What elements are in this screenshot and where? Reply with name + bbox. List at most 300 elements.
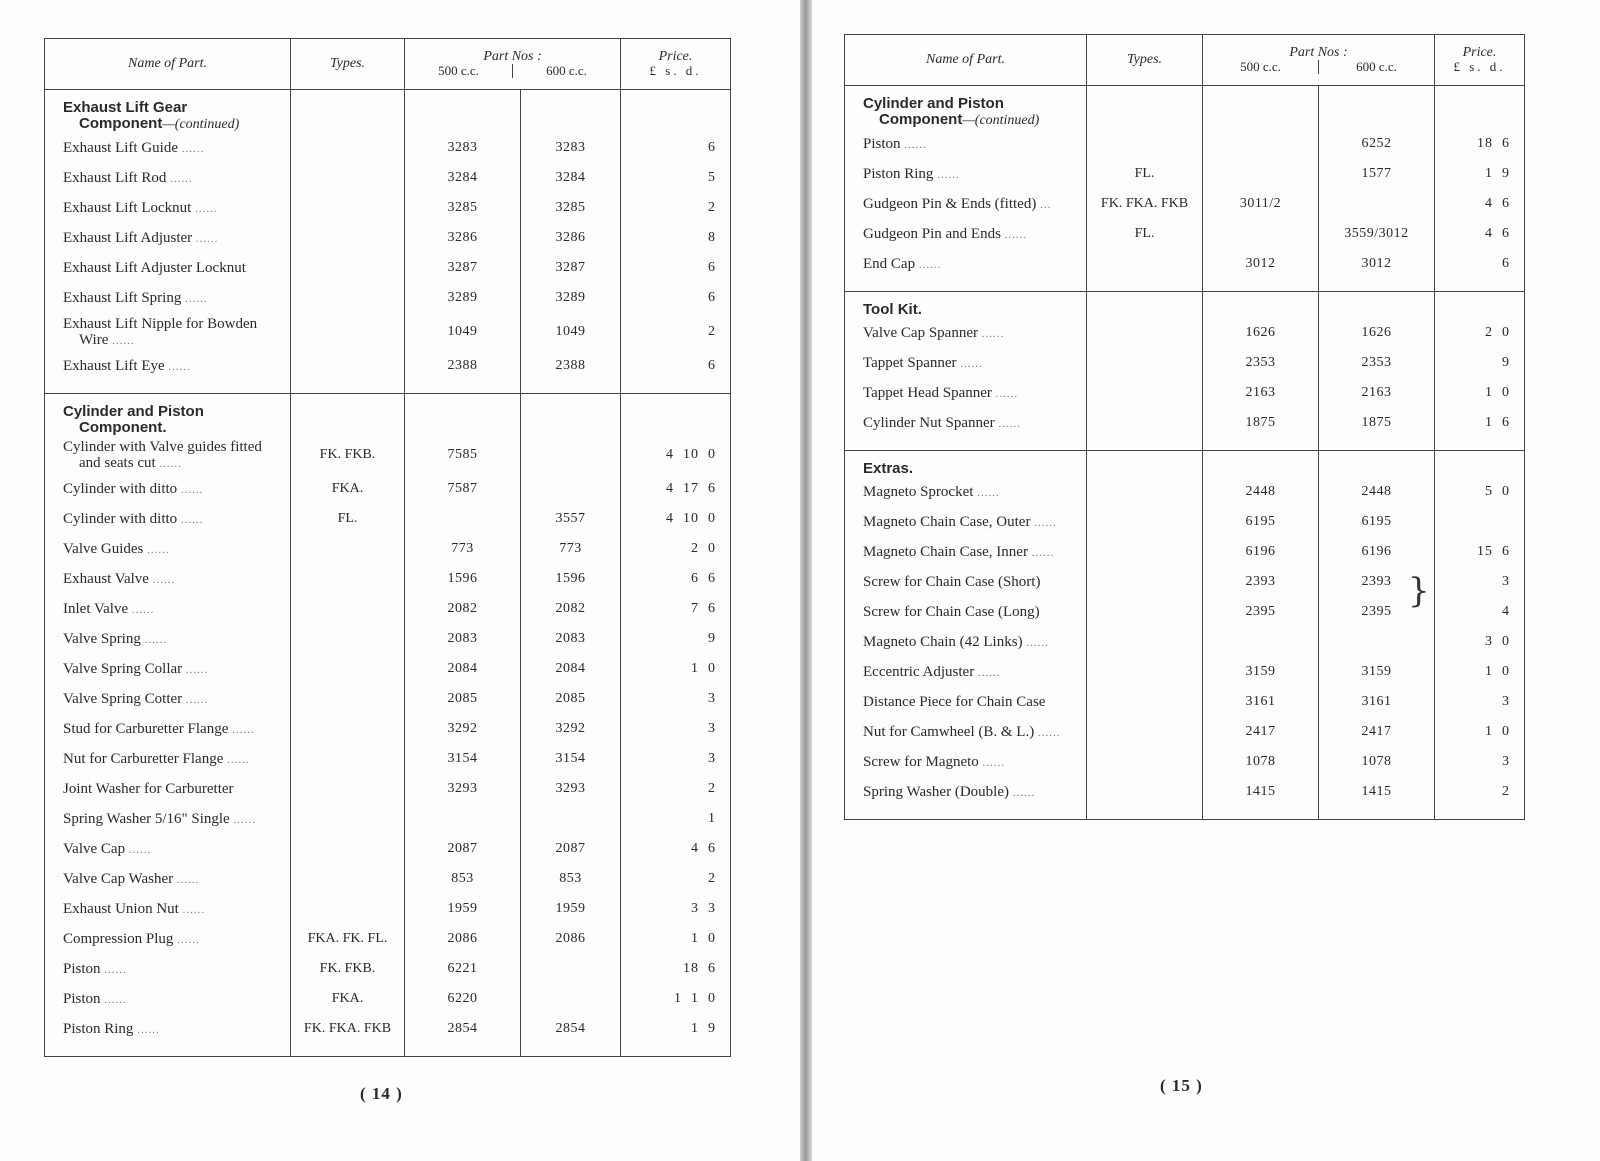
type-cell	[291, 804, 405, 834]
section-end-pad	[845, 438, 1525, 451]
leader-dots: ......	[170, 172, 193, 185]
part-no-600-cell: 2353	[1319, 348, 1435, 378]
part-no-500-cell: 1078	[1203, 747, 1319, 777]
table-row	[45, 504, 731, 534]
leader-dots: ......	[180, 483, 204, 496]
type-cell	[291, 714, 405, 744]
part-no-600-cell: 3293	[521, 774, 621, 804]
leader-dots: ......	[233, 813, 256, 826]
type-cell	[1087, 657, 1203, 687]
price-cell: 3	[621, 744, 731, 774]
page-number: ( 15 )	[1160, 1076, 1203, 1095]
part-no-600-cell: 3285	[521, 193, 621, 223]
price-cell: 4 6	[621, 834, 731, 864]
lsd-label: £ s. d.	[649, 63, 702, 78]
part-no-500-cell: 2087	[405, 834, 521, 864]
price-cell: 1 0	[1435, 657, 1525, 687]
price-cell: 18 6	[621, 954, 731, 984]
type-cell	[1087, 627, 1203, 657]
part-no-500-cell: 1875	[1203, 408, 1319, 438]
part-name-cell	[45, 954, 291, 984]
part-name: Valve Spring	[63, 630, 141, 647]
part-no-500-cell: 6196	[1203, 537, 1319, 567]
part-no-600-cell: 2388	[521, 351, 621, 381]
part-no-500-cell: 6221	[405, 954, 521, 984]
leader-dots: ......	[185, 292, 208, 305]
part-name: Magneto Chain (42 Links)	[863, 633, 1023, 650]
part-name: Inlet Valve	[63, 600, 129, 617]
part-name: Magneto Sprocket	[863, 483, 974, 500]
part-no-600-cell: 3287	[521, 253, 621, 283]
leader-dots: ......	[137, 1023, 160, 1036]
type-cell	[291, 684, 405, 714]
section-end-pad	[845, 807, 1525, 820]
price-cell: 6	[621, 133, 731, 163]
part-name: Distance Piece for Chain Case	[863, 694, 1046, 710]
part-name: Nut for Carburetter Flange	[63, 750, 224, 767]
price-cell: 5 0	[1435, 477, 1525, 507]
price-cell: 6	[621, 351, 731, 381]
part-no-600-cell	[1319, 627, 1435, 657]
price-cell: 1 0	[1435, 378, 1525, 408]
price-cell: 6 6	[621, 564, 731, 594]
type-cell	[291, 313, 405, 351]
section-body	[845, 292, 1525, 451]
part-no-600-cell: 3284	[521, 163, 621, 193]
price-cell: 1	[621, 804, 731, 834]
part-no-500-cell: 2353	[1203, 348, 1319, 378]
part-no-500-cell	[1203, 129, 1319, 159]
part-name-cell	[45, 133, 291, 163]
section-end-pad	[45, 1044, 731, 1057]
part-name-cell	[45, 223, 291, 253]
part-name-cell	[845, 597, 1087, 627]
price-cell: 9	[1435, 348, 1525, 378]
leader-dots: ......	[182, 903, 206, 916]
part-no-500-cell: 2084	[405, 654, 521, 684]
price-cell: 7 6	[621, 594, 731, 624]
part-name-cell	[845, 318, 1087, 348]
part-no-500-cell: 1596	[405, 564, 521, 594]
part-name: Compression Plug	[63, 930, 174, 947]
table-row	[845, 249, 1525, 279]
part-no-500-cell: 3011/2	[1203, 189, 1319, 219]
table-row	[845, 159, 1525, 189]
part-no-600-cell	[521, 984, 621, 1014]
leader-dots: ......	[904, 138, 927, 151]
leader-dots: ......	[176, 873, 200, 886]
section-heading-row	[845, 292, 1525, 319]
part-no-500-cell: 3284	[405, 163, 521, 193]
leader-dots: ......	[195, 232, 219, 245]
table-row	[845, 627, 1525, 657]
part-no-600-cell: 1875	[1319, 408, 1435, 438]
type-cell	[1087, 747, 1203, 777]
col-header-name: Name of Part.	[45, 39, 291, 90]
col-header-price	[1435, 35, 1525, 86]
type-cell	[291, 624, 405, 654]
table-row	[45, 133, 731, 163]
table-row	[45, 564, 731, 594]
col-header-name: Name of Part.	[845, 35, 1087, 86]
col-header-part-nos	[405, 39, 621, 90]
leader-dots: ......	[104, 993, 127, 1006]
section-heading-row	[845, 86, 1525, 130]
part-name-cell	[45, 864, 291, 894]
part-name-cell	[45, 474, 291, 504]
type-cell	[1087, 249, 1203, 279]
type-cell: FKA.	[291, 984, 405, 1014]
type-cell	[291, 283, 405, 313]
part-name-cell	[45, 534, 291, 564]
part-name: Valve Cap	[63, 840, 126, 857]
part-name: Gudgeon Pin & Ends (fitted)	[863, 195, 1037, 212]
part-no-600-cell	[521, 436, 621, 474]
price-cell: 4 10 0	[621, 504, 731, 534]
leader-dots: ......	[1037, 726, 1061, 739]
price-cell: 3	[1435, 747, 1525, 777]
price-cell: 2	[621, 313, 731, 351]
type-cell	[291, 163, 405, 193]
price-cell: 1 0	[621, 924, 731, 954]
table-row	[845, 717, 1525, 747]
part-name-cell	[845, 189, 1087, 219]
price-cell: 3	[1435, 687, 1525, 717]
part-name: Exhaust Lift Eye	[63, 357, 165, 374]
part-name: Cylinder with ditto	[63, 510, 178, 527]
part-name: Piston Ring	[63, 1020, 134, 1037]
part-no-600-cell: 853	[521, 864, 621, 894]
leader-dots: ......	[1034, 516, 1057, 529]
part-name: Piston	[863, 135, 901, 152]
table-row	[845, 378, 1525, 408]
table-row	[45, 351, 731, 381]
part-no-500-cell: 2417	[1203, 717, 1319, 747]
type-cell	[1087, 507, 1203, 537]
part-name-cell	[45, 804, 291, 834]
part-name: Joint Washer for Carburetter	[63, 781, 234, 797]
part-no-500-cell: 1626	[1203, 318, 1319, 348]
part-no-600-cell: 2084	[521, 654, 621, 684]
section-end-pad	[45, 381, 731, 394]
part-no-500-cell: 3283	[405, 133, 521, 163]
part-no-600-cell: 773	[521, 534, 621, 564]
part-no-500-cell: 3289	[405, 283, 521, 313]
table-row	[45, 654, 731, 684]
section-body	[845, 451, 1525, 820]
part-no-600-cell: 1596	[521, 564, 621, 594]
part-name: Nut for Camwheel (B. & L.)	[863, 723, 1035, 740]
part-no-600-cell: 2448	[1319, 477, 1435, 507]
part-no-500-cell: 3293	[405, 774, 521, 804]
part-name-cell	[45, 894, 291, 924]
leader-dots: ......	[185, 693, 209, 706]
type-cell	[1087, 717, 1203, 747]
part-name: Spring Washer (Double)	[863, 783, 1009, 800]
table-row	[45, 834, 731, 864]
table-row	[845, 687, 1525, 717]
part-no-600-cell: 3289	[521, 283, 621, 313]
leader-dots: ......	[918, 258, 942, 271]
part-name: Magneto Chain Case, Outer	[863, 513, 1031, 530]
part-name-cell	[45, 984, 291, 1014]
part-name-cell	[45, 351, 291, 381]
part-no-600-cell: 6252	[1319, 129, 1435, 159]
part-no-600-cell: 3292	[521, 714, 621, 744]
leader-dots: ......	[995, 387, 1019, 400]
brace-icon: }	[1408, 571, 1430, 611]
part-no-600-cell: 3557	[521, 504, 621, 534]
part-no-600-cell: 2085	[521, 684, 621, 714]
type-cell	[1087, 408, 1203, 438]
part-name-cell	[845, 408, 1087, 438]
section-title-line2	[63, 420, 290, 436]
col-header-types: Types.	[291, 39, 405, 90]
part-name-cell	[45, 684, 291, 714]
part-no-600-cell: 3012	[1319, 249, 1435, 279]
part-name: Exhaust Lift Guide	[63, 139, 178, 156]
price-cell: 1 1 0	[621, 984, 731, 1014]
part-no-600-cell	[1319, 189, 1435, 219]
section-title-line2	[63, 116, 290, 133]
col-header-part-nos	[1203, 35, 1435, 86]
type-cell: FKA.	[291, 474, 405, 504]
type-cell	[1087, 687, 1203, 717]
lsd-label: £ s. d.	[1453, 59, 1506, 74]
part-name-cell	[845, 747, 1087, 777]
part-name-cell	[845, 537, 1087, 567]
part-no-600-cell: 3159	[1319, 657, 1435, 687]
cc600-label: 600 c.c.	[1356, 59, 1397, 74]
part-no-600-cell: 2087	[521, 834, 621, 864]
leader-dots: ......	[185, 663, 209, 676]
leader-dots: ......	[981, 327, 1005, 340]
type-cell	[291, 534, 405, 564]
price-cell: 8	[621, 223, 731, 253]
price-cell: 4	[1435, 597, 1525, 627]
part-no-600-cell: 2854	[521, 1014, 621, 1044]
type-cell	[1087, 777, 1203, 807]
part-name-cell	[845, 627, 1087, 657]
price-cell: 1 9	[621, 1014, 731, 1044]
table-row	[845, 507, 1525, 537]
part-name-cell	[845, 129, 1087, 159]
table-row	[845, 189, 1525, 219]
part-name: Exhaust Lift Nipple for Bowden	[63, 315, 258, 332]
table-row	[845, 408, 1525, 438]
part-name-cell	[45, 1014, 291, 1044]
leader-dots: ......	[147, 543, 170, 556]
price-cell: 9	[621, 624, 731, 654]
page-number: ( 14 )	[360, 1084, 403, 1103]
price-cell: 3 0	[1435, 627, 1525, 657]
leader-dots: ......	[168, 360, 191, 373]
section-heading-row	[45, 394, 731, 437]
part-no-600-cell: 6196	[1319, 537, 1435, 567]
part-name: Exhaust Lift Spring	[63, 289, 182, 306]
table-row	[45, 283, 731, 313]
table-row	[845, 747, 1525, 777]
table-row	[45, 954, 731, 984]
part-no-600-cell: 1049	[521, 313, 621, 351]
price-cell: 2 0	[621, 534, 731, 564]
part-name-cell	[45, 654, 291, 684]
table-row	[45, 984, 731, 1014]
section-body	[45, 394, 731, 1057]
price-cell: 18 6	[1435, 129, 1525, 159]
part-no-500-cell: 3285	[405, 193, 521, 223]
leader-dots: ......	[960, 357, 983, 370]
table-row	[845, 219, 1525, 249]
part-no-500-cell: 3287	[405, 253, 521, 283]
part-name-cell	[845, 717, 1087, 747]
part-no-600-cell: 3161	[1319, 687, 1435, 717]
part-name-cell	[45, 624, 291, 654]
type-cell: FL.	[1087, 219, 1203, 249]
part-name: Exhaust Lift Rod	[63, 169, 167, 186]
part-name-cell	[845, 159, 1087, 189]
part-name-cell	[45, 774, 291, 804]
part-name: Exhaust Union Nut	[63, 900, 179, 917]
leader-dots: ......	[977, 666, 1001, 679]
type-cell	[291, 133, 405, 163]
table-row	[45, 193, 731, 223]
section-end-pad	[845, 279, 1525, 292]
part-no-500-cell: 2395	[1203, 597, 1319, 627]
leader-dots: ......	[152, 573, 176, 586]
table-row	[45, 684, 731, 714]
part-name-cell	[845, 378, 1087, 408]
leader-dots: ......	[112, 334, 135, 347]
part-name: Valve Cap Spanner	[863, 324, 978, 341]
section-title-line1: Tool Kit.	[863, 301, 922, 318]
leader-dots: ......	[1026, 636, 1049, 649]
part-no-500-cell: 3154	[405, 744, 521, 774]
part-no-600-cell: 3286	[521, 223, 621, 253]
part-name: Screw for Chain Case (Long)	[863, 604, 1040, 620]
part-no-600-cell: 1959	[521, 894, 621, 924]
part-name-cell	[45, 564, 291, 594]
table-row	[45, 804, 731, 834]
section-title	[845, 96, 1086, 129]
table-row	[45, 924, 731, 954]
price-cell: 5	[621, 163, 731, 193]
table-row	[45, 436, 731, 474]
part-name-cell	[845, 777, 1087, 807]
part-no-600-cell: 1415	[1319, 777, 1435, 807]
part-name-cell	[45, 253, 291, 283]
price-cell: 6	[621, 283, 731, 313]
part-no-600-cell: 2083	[521, 624, 621, 654]
price-cell: 3 3	[621, 894, 731, 924]
part-name: Valve Spring Cotter	[63, 690, 183, 707]
type-cell: FL.	[1087, 159, 1203, 189]
part-no-500-cell: 1415	[1203, 777, 1319, 807]
type-cell	[1087, 129, 1203, 159]
part-name: Exhaust Lift Adjuster	[63, 229, 193, 246]
part-name-cell	[45, 193, 291, 223]
part-name: Cylinder with Valve guides fitted	[63, 438, 262, 455]
part-name: Cylinder Nut Spanner	[863, 414, 995, 431]
leader-dots: ......	[1012, 786, 1036, 799]
price-cell	[1435, 507, 1525, 537]
part-no-600-cell	[521, 954, 621, 984]
part-name-cell	[845, 657, 1087, 687]
cc500-label: 500 c.c.	[405, 64, 513, 78]
type-cell	[291, 564, 405, 594]
leader-dots: ......	[982, 756, 1006, 769]
part-name-cell	[45, 283, 291, 313]
type-cell	[291, 654, 405, 684]
part-name: Valve Guides	[63, 540, 144, 557]
type-cell	[1087, 567, 1203, 597]
table-row	[45, 864, 731, 894]
parts-table-page-15	[844, 34, 1525, 820]
part-no-500-cell: 3012	[1203, 249, 1319, 279]
table-row	[45, 624, 731, 654]
part-name-cell	[45, 834, 291, 864]
price-cell: 1 6	[1435, 408, 1525, 438]
part-name-cell	[45, 924, 291, 954]
price-cell: 1 9	[1435, 159, 1525, 189]
leader-dots: ......	[1004, 228, 1028, 241]
leader-dots: ......	[1031, 546, 1055, 559]
leader-dots: ......	[159, 457, 182, 470]
table-row	[45, 594, 731, 624]
part-name: Gudgeon Pin and Ends	[863, 225, 1001, 242]
type-cell	[291, 864, 405, 894]
section-title-line2	[863, 112, 1086, 129]
part-no-600-cell: 1626	[1319, 318, 1435, 348]
type-cell	[1087, 537, 1203, 567]
part-no-500-cell	[405, 504, 521, 534]
leader-dots: ......	[177, 933, 200, 946]
section-heading-row	[845, 451, 1525, 478]
leader-dots: ......	[232, 723, 255, 736]
section-title-line1: Extras.	[863, 460, 914, 477]
part-name: Screw for Magneto	[863, 753, 979, 770]
part-no-500-cell	[405, 804, 521, 834]
part-no-500-cell: 2854	[405, 1014, 521, 1044]
price-cell: 3	[621, 684, 731, 714]
part-no-600-cell: 2163	[1319, 378, 1435, 408]
part-name: Stud for Carburetter Flange	[63, 720, 229, 737]
table-row	[45, 253, 731, 283]
part-no-600-cell: 2086	[521, 924, 621, 954]
type-cell: FK. FKA. FKB	[1087, 189, 1203, 219]
part-name-cell	[45, 504, 291, 534]
part-name-cell	[45, 436, 291, 474]
part-no-500-cell	[1203, 159, 1319, 189]
section-title-line1: Exhaust Lift Gear	[63, 99, 188, 116]
part-name: Piston	[63, 960, 101, 977]
price-cell: 1 0	[1435, 717, 1525, 747]
type-cell	[291, 774, 405, 804]
part-nos-label: Part Nos :	[1289, 45, 1348, 60]
price-cell: 3	[621, 714, 731, 744]
price-cell: 4 6	[1435, 219, 1525, 249]
price-cell: 3	[1435, 567, 1525, 597]
table-row	[45, 474, 731, 504]
part-name-cell	[45, 163, 291, 193]
type-cell: FKA. FK. FL.	[291, 924, 405, 954]
price-cell: 1 0	[621, 654, 731, 684]
part-no-600-cell: 2393	[1319, 567, 1435, 597]
part-name: Valve Cap Washer	[63, 870, 174, 887]
leader-dots: ......	[104, 963, 127, 976]
part-no-500-cell: 3286	[405, 223, 521, 253]
table-row	[845, 129, 1525, 159]
